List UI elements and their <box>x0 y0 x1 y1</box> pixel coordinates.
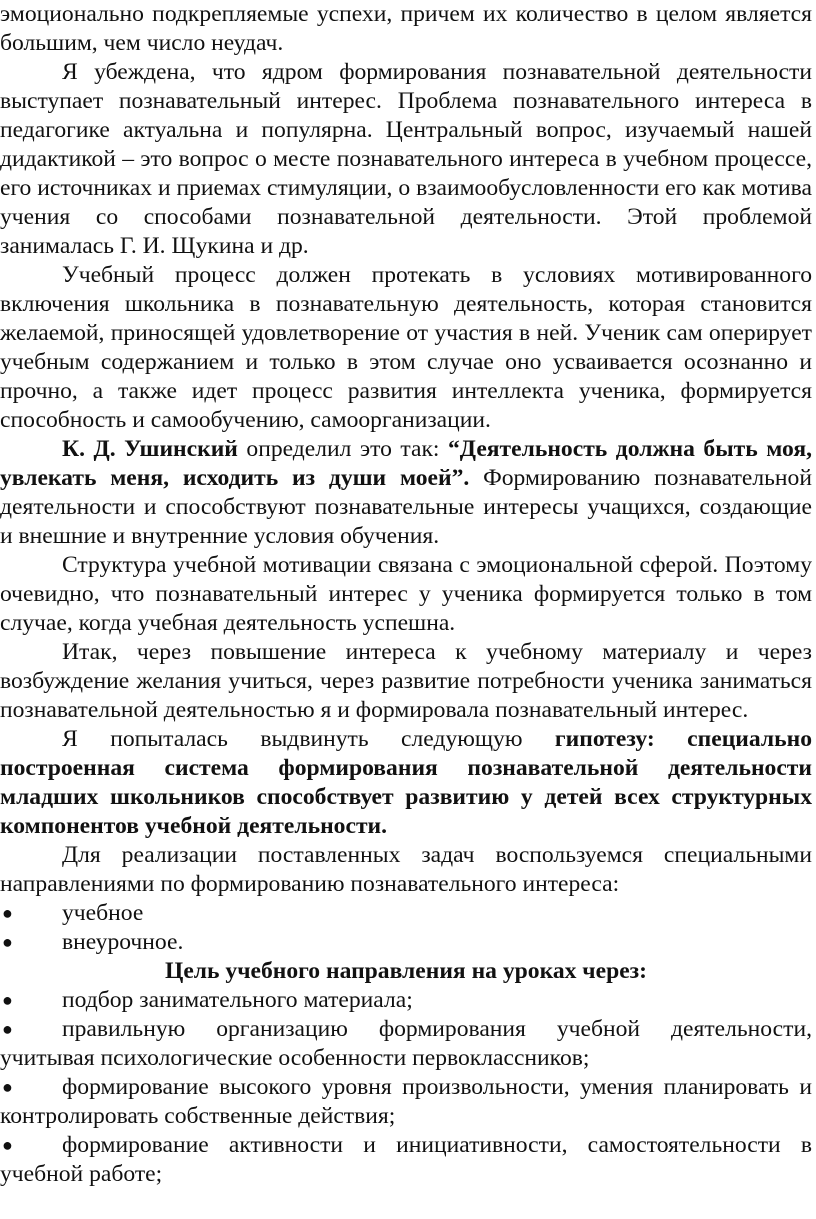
list-item-text: подбор занимательного материала; <box>62 987 413 1013</box>
list-item <box>0 1131 812 1189</box>
list-item-text: формирование высокого уровня произвольности, умения планировать и контролировать собственные действия; <box>0 1074 812 1129</box>
list-item-text: правильную организацию формирования учебной деятельности, учитывая психологические особенности первоклассников; <box>0 1016 812 1071</box>
bullet-icon: ● <box>2 1077 13 1097</box>
paragraph-cognitive-interest: Я убеждена, что ядром формирования познавательной деятельности выступает познавательный интерес. Проблема познавательного интереса в педагогике актуальна и популярна. Центральный вопрос, изучаемый нашей дидактикой – это вопрос о месте познавательного интереса в учебном процессе, его источниках и приемах стимуляции, о взаимообусловленности его как мотива учения со способами познавательной деятельности. Этой проблемой занималась Г. И. Щукина и др. <box>0 59 812 259</box>
list-item <box>0 928 812 957</box>
bullet-icon: ● <box>2 1019 13 1039</box>
paragraph-ushinsky-mid: определил это так: <box>237 436 448 462</box>
goal-heading: Цель учебного направления на уроках через: <box>164 958 648 984</box>
bullet-icon: ● <box>2 903 13 923</box>
bullet-icon: ● <box>2 1135 13 1155</box>
list-item <box>0 899 812 928</box>
ushinsky-quote: “Деятельность должна быть моя, увлекать меня, исходить из души моей”. <box>0 436 812 491</box>
bullet-icon: ● <box>2 990 13 1010</box>
paragraph-continuation: эмоционально подкрепляемые успехи, причем их количество в целом является большим, чем число неудач. <box>0 1 812 56</box>
paragraph-learning-process: Учебный процесс должен протекать в условиях мотивированного включения школьника в познавательную деятельность, которая становится желаемой, приносящей удовлетворение от участия в ней. Ученик сам оперирует учебным содержанием и только в этом случае оно усваивается осознанно и прочно, а также идет процесс развития интеллекта ученика, формируется способность и самообучению, самоорганизации. <box>0 262 812 433</box>
list-item <box>0 986 812 1015</box>
paragraph-ushinsky-rest: Формированию познавательной деятельности и способствуют познавательные интересы учащихся, создающие и внешние и внутренние условия обучения. <box>0 465 812 549</box>
bullet-icon: ● <box>2 932 13 952</box>
paragraph-directions-intro: Для реализации поставленных задач воспользуемся специальными направлениями по формированию познавательного интереса: <box>0 842 812 897</box>
hypothesis-lead: Я попыталась выдвинуть следующую <box>62 726 555 752</box>
list-item-text: формирование активности и инициативности, самостоятельности в учебной работе; <box>0 1132 812 1187</box>
paragraph-ushinsky <box>0 435 812 551</box>
paragraph-summary: Итак, через повышение интереса к учебному материалу и через возбуждение желания учиться, через развитие потребности ученика заниматься познавательной деятельностью я и формировала познавательный интерес. <box>0 639 812 723</box>
list-item <box>0 1073 812 1131</box>
list-item-text: внеурочное. <box>62 929 184 955</box>
list-item-text: учебное <box>62 900 144 926</box>
author-name: К. Д. Ушинский <box>62 436 238 462</box>
hypothesis-text: гипотезу: специально построенная система формирования познавательной деятельности младших школьников способствует развитию у детей всех структурных компонентов учебной деятельности. <box>0 726 812 839</box>
paragraph-hypothesis <box>0 725 812 841</box>
list-item <box>0 1015 812 1073</box>
paragraph-motivation-structure: Структура учебной мотивации связана с эмоциональной сферой. Поэтому очевидно, что познавательный интерес у ученика формируется только в том случае, когда учебная деятельность успешна. <box>0 552 812 636</box>
